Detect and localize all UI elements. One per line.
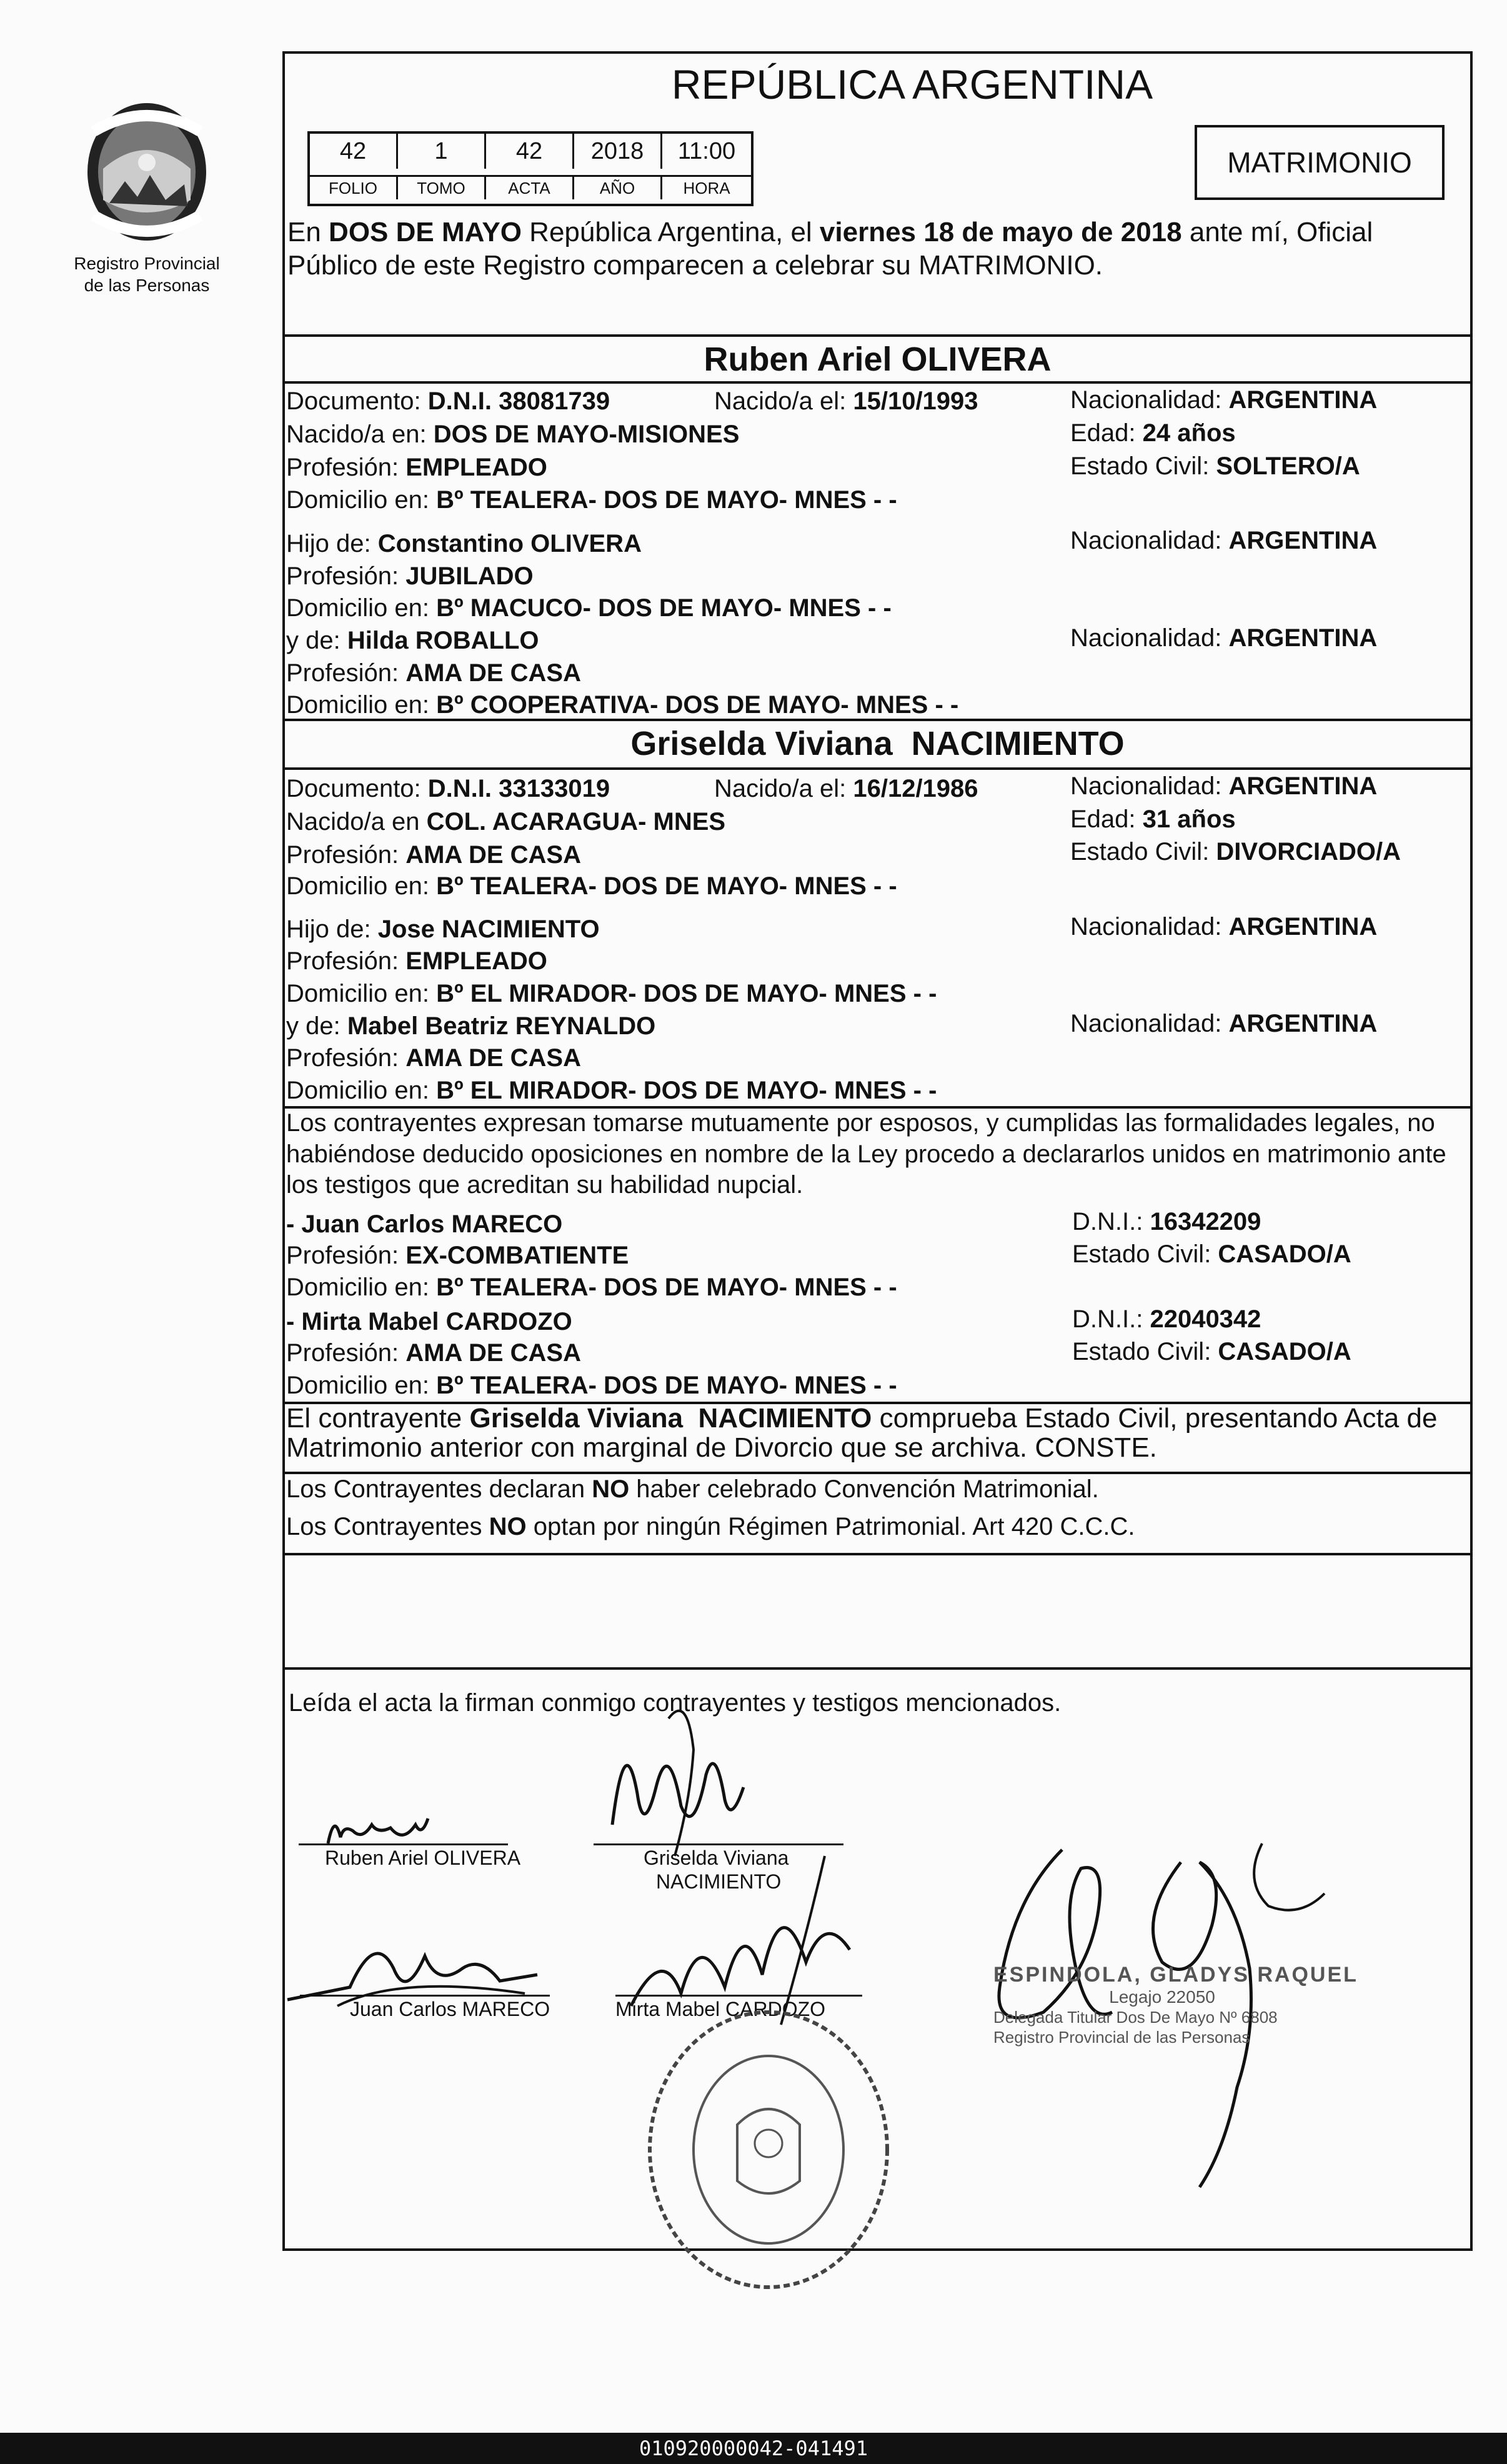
party2-father-nationality: Nacionalidad: ARGENTINA bbox=[1070, 913, 1378, 940]
signature-caption-juan-carlos: Juan Carlos MARECO bbox=[350, 1998, 550, 2020]
hora-value: 11:00 bbox=[677, 138, 736, 164]
party2-father: Hijo de: Jose NACIMIENTO bbox=[286, 915, 600, 943]
declaration-line2: habiéndose deducido oposiciones en nombre de la Ley procedo a declararlos unidos en matrimonio ante bbox=[286, 1140, 1446, 1168]
party2-domicile: Domicilio en: Bº TEALERA- DOS DE MAYO- MNES - - bbox=[286, 872, 897, 900]
party1-mother-profession: Profesión: AMA DE CASA bbox=[286, 659, 581, 687]
acta-value: 42 bbox=[486, 134, 574, 169]
intro-date: viernes 18 de mayo de 2018 bbox=[819, 217, 1182, 247]
party2-profession: Profesión: AMA DE CASA bbox=[286, 841, 581, 869]
anio-value: 2018 bbox=[574, 134, 662, 169]
declaration-line3: los testigos que acreditan su habilidad nupcial. bbox=[286, 1171, 803, 1199]
party2-mother-nationality: Nacionalidad: ARGENTINA bbox=[1070, 1010, 1378, 1037]
round-seal bbox=[637, 2000, 900, 2300]
hora-label: HORA bbox=[683, 179, 730, 197]
party1-document: Documento: D.N.I. 38081739 bbox=[286, 387, 610, 415]
province-seal-icon bbox=[75, 94, 219, 250]
party1-mother: y de: Hilda ROBALLO bbox=[286, 627, 539, 654]
barcode-number: 010920000042-041491 bbox=[639, 2437, 868, 2460]
official-stamp-line4: Registro Provincial de las Personas bbox=[993, 2028, 1250, 2047]
act-type: MATRIMONIO bbox=[1227, 146, 1412, 179]
party2-mother-domicile: Domicilio en: Bº EL MIRADOR- DOS DE MAYO- MNES - - bbox=[286, 1077, 937, 1104]
party1-birthplace: Nacido/a en: DOS DE MAYO-MISIONES bbox=[286, 421, 740, 448]
signature-caption-mirta: Mirta Mabel CARDOZO bbox=[615, 1998, 826, 2020]
party2-mother-profession: Profesión: AMA DE CASA bbox=[286, 1044, 581, 1072]
party2-nationality: Nacionalidad: ARGENTINA bbox=[1070, 772, 1378, 800]
party1-mother-domicile: Domicilio en: Bº COOPERATIVA- DOS DE MAYO- MNES - - bbox=[286, 691, 959, 719]
registry-logo bbox=[75, 94, 219, 250]
declaration-line1: Los contrayentes expresan tomarse mutuamente por esposos, y cumplidas las formalidades legales, no bbox=[286, 1109, 1435, 1137]
witness2-name: - Mirta Mabel CARDOZO bbox=[286, 1308, 572, 1335]
witness2-domicile: Domicilio en: Bº TEALERA- DOS DE MAYO- MNES - - bbox=[286, 1372, 897, 1399]
signature-caption-griselda-1: Griselda Viviana bbox=[644, 1847, 789, 1869]
party1-domicile: Domicilio en: Bº TEALERA- DOS DE MAYO- MNES - - bbox=[286, 486, 897, 514]
act-fields-table bbox=[307, 131, 754, 206]
official-stamp-line3: Delegada Titular Dos De Mayo Nº 6808 bbox=[993, 2008, 1278, 2027]
intro-line1: En DOS DE MAYO República Argentina, el viernes 18 de mayo de 2018 ante mí, Oficial bbox=[287, 217, 1373, 247]
signature-caption-ruben: Ruben Ariel OLIVERA bbox=[325, 1847, 521, 1869]
anio-label: AÑO bbox=[574, 177, 662, 199]
party2-mother: y de: Mabel Beatriz REYNALDO bbox=[286, 1012, 656, 1040]
party2-document: Documento: D.N.I. 33133019 bbox=[286, 775, 610, 802]
party2-civil-status: Estado Civil: DIVORCIADO/A bbox=[1070, 838, 1401, 865]
party1-father-nationality: Nacionalidad: ARGENTINA bbox=[1070, 527, 1378, 554]
party1-age: Edad: 24 años bbox=[1070, 419, 1236, 447]
tomo-label: TOMO bbox=[398, 177, 486, 199]
witness2-dni: D.N.I.: 22040342 bbox=[1072, 1305, 1261, 1333]
tomo-value: 1 bbox=[398, 134, 486, 169]
witness1-domicile: Domicilio en: Bº TEALERA- DOS DE MAYO- MNES - - bbox=[286, 1274, 897, 1301]
intro-line2: Público de este Registro comparecen a celebrar su MATRIMONIO. bbox=[287, 250, 1103, 281]
party1-nationality: Nacionalidad: ARGENTINA bbox=[1070, 386, 1378, 414]
country-title: REPÚBLICA ARGENTINA bbox=[671, 61, 1153, 107]
witness1-dni: D.N.I.: 16342209 bbox=[1072, 1208, 1261, 1235]
note-line1: El contrayente Griselda Viviana NACIMIENTO comprueba Estado Civil, presentando Acta de bbox=[286, 1403, 1438, 1434]
intro-place: DOS DE MAYO bbox=[329, 217, 522, 247]
registry-name-line2: de las Personas bbox=[84, 276, 210, 295]
official-stamp-line1: ESPINDOLA, GLADYS RAQUEL bbox=[993, 1963, 1358, 1987]
witness1-profession: Profesión: EX-COMBATIENTE bbox=[286, 1242, 629, 1269]
official-stamp bbox=[993, 1962, 1358, 2047]
party1-mother-nationality: Nacionalidad: ARGENTINA bbox=[1070, 624, 1378, 652]
act-type-box bbox=[1195, 125, 1445, 200]
witness1-name: - Juan Carlos MARECO bbox=[286, 1210, 563, 1238]
note-line2: Matrimonio anterior con marginal de Divorcio que se archiva. CONSTE. bbox=[286, 1432, 1157, 1463]
folio-label: FOLIO bbox=[310, 177, 398, 199]
party1-father: Hijo de: Constantino OLIVERA bbox=[286, 530, 642, 557]
party1-profession: Profesión: EMPLEADO bbox=[286, 454, 547, 481]
official-stamp-line2: Legajo 22050 bbox=[1109, 1987, 1215, 2007]
acta-label: ACTA bbox=[486, 177, 574, 199]
registry-name-line1: Registro Provincial bbox=[74, 254, 220, 273]
party2-father-domicile: Domicilio en: Bº EL MIRADOR- DOS DE MAYO- MNES - - bbox=[286, 980, 937, 1007]
signature-caption-griselda-2: NACIMIENTO bbox=[656, 1870, 782, 1893]
official-round-seal-icon bbox=[637, 2000, 900, 2300]
party1-civil-status: Estado Civil: SOLTERO/A bbox=[1070, 452, 1360, 480]
folio-value: 42 bbox=[310, 134, 398, 169]
witness2-civil-status: Estado Civil: CASADO/A bbox=[1072, 1338, 1351, 1365]
party1-father-profession: Profesión: JUBILADO bbox=[286, 562, 534, 590]
party2-father-profession: Profesión: EMPLEADO bbox=[286, 947, 547, 975]
signature-griselda bbox=[587, 1700, 762, 1862]
party2-birthdate: Nacido/a el: 16/12/1986 bbox=[714, 775, 978, 802]
witness1-civil-status: Estado Civil: CASADO/A bbox=[1072, 1240, 1351, 1268]
party2-birthplace: Nacido/a en COL. ACARAGUA- MNES bbox=[286, 808, 726, 835]
party2-name: Griselda Viviana NACIMIENTO bbox=[630, 725, 1125, 762]
party1-birthdate: Nacido/a el: 15/10/1993 bbox=[714, 387, 978, 415]
party1-name: Ruben Ariel OLIVERA bbox=[704, 341, 1052, 378]
party1-father-domicile: Domicilio en: Bº MACUCO- DOS DE MAYO- MNES - - bbox=[286, 594, 892, 622]
party2-age: Edad: 31 años bbox=[1070, 806, 1236, 833]
witness2-profession: Profesión: AMA DE CASA bbox=[286, 1339, 581, 1367]
closing-text: Leída el acta la firman conmigo contrayentes y testigos mencionados. bbox=[289, 1689, 1062, 1717]
convention-line1: Los Contrayentes declaran NO haber celebrado Convención Matrimonial. bbox=[286, 1475, 1099, 1503]
convention-line2: Los Contrayentes NO optan por ningún Régimen Patrimonial. Art 420 C.C.C. bbox=[286, 1513, 1135, 1540]
